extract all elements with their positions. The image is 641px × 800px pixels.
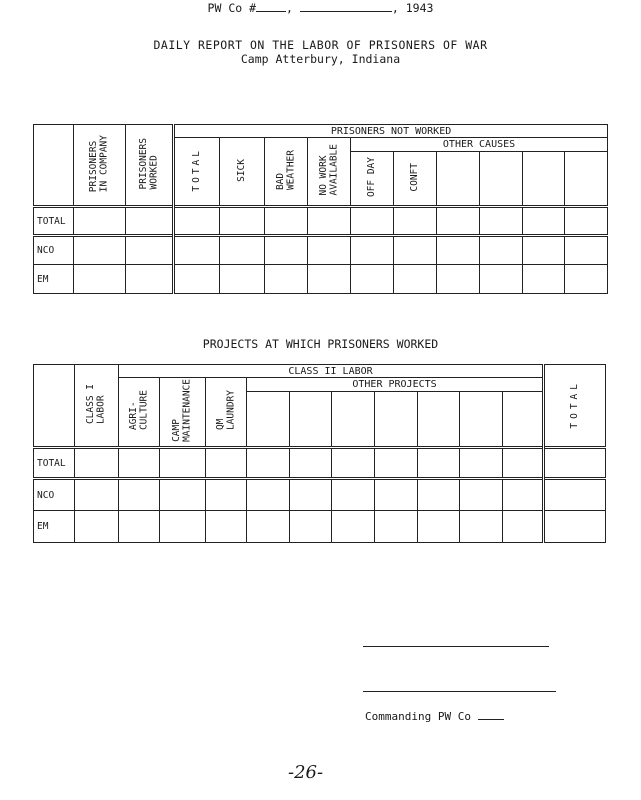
cell[interactable]	[503, 448, 544, 479]
table-row	[34, 207, 608, 236]
not-worked-header: PRISONERS NOT WORKED	[174, 125, 608, 138]
cell[interactable]	[544, 448, 606, 479]
cell[interactable]	[290, 479, 332, 511]
cell[interactable]	[351, 207, 394, 236]
projects-title: PROJECTS AT WHICH PRISONERS WORKED	[202, 337, 439, 351]
other-projects-header: OTHER PROJECTS	[247, 378, 544, 392]
row-label-nco: NCO	[34, 479, 75, 511]
cell[interactable]	[247, 479, 290, 511]
cell[interactable]	[394, 236, 437, 265]
cell[interactable]	[375, 511, 418, 543]
year-text: , 1943	[391, 1, 434, 15]
cell[interactable]	[480, 236, 523, 265]
cell[interactable]	[247, 448, 290, 479]
row-label-em: EM	[34, 265, 74, 294]
cell[interactable]	[160, 448, 206, 479]
class2-header: CLASS II LABOR	[119, 365, 544, 378]
cell[interactable]	[375, 479, 418, 511]
cell[interactable]	[437, 265, 480, 294]
report-title: DAILY REPORT ON THE LABOR OF PRISONERS OF WAR	[153, 38, 488, 52]
cell[interactable]	[460, 448, 503, 479]
cell[interactable]	[75, 448, 119, 479]
cell[interactable]	[206, 479, 247, 511]
row-label-total: TOTAL	[34, 448, 75, 479]
projects-table	[33, 364, 606, 543]
col-qm: QM LAUNDRY	[206, 378, 247, 448]
cell[interactable]	[332, 448, 375, 479]
col-class1: CLASS I LABOR	[75, 365, 119, 448]
prisoners-table	[33, 124, 608, 294]
signature-line-2[interactable]	[363, 691, 556, 692]
cell[interactable]	[437, 236, 480, 265]
col-no-work: NO WORK AVAILABLE	[308, 138, 351, 207]
company-comma: ,	[286, 1, 293, 15]
cell[interactable]	[503, 511, 544, 543]
col-blank-3	[523, 152, 565, 207]
table-row	[34, 265, 608, 294]
cell[interactable]	[523, 265, 565, 294]
cell[interactable]	[460, 479, 503, 511]
cell[interactable]	[437, 207, 480, 236]
cell[interactable]	[119, 511, 160, 543]
col-blank-4	[375, 392, 418, 448]
company-number-blank[interactable]	[256, 0, 286, 12]
cell[interactable]	[160, 511, 206, 543]
row-label-header	[34, 125, 74, 207]
cell[interactable]	[126, 236, 174, 265]
other-causes-header: OTHER CAUSES	[351, 138, 608, 152]
cell[interactable]	[74, 265, 126, 294]
page-number: -26-	[288, 762, 324, 783]
cell[interactable]	[119, 448, 160, 479]
cell[interactable]	[332, 511, 375, 543]
cell[interactable]	[308, 265, 351, 294]
cell[interactable]	[220, 236, 265, 265]
cell[interactable]	[220, 207, 265, 236]
col-off-day: OFF DAY	[351, 152, 394, 207]
report-subtitle: Camp Atterbury, Indiana	[240, 52, 401, 66]
row-label-header	[34, 365, 75, 448]
cell[interactable]	[480, 207, 523, 236]
cell[interactable]	[418, 448, 460, 479]
col-bad-weather: BAD WEATHER	[265, 138, 308, 207]
cell[interactable]	[74, 207, 126, 236]
col-conft: CONFT	[394, 152, 437, 207]
cell[interactable]	[544, 511, 606, 543]
cell[interactable]	[394, 207, 437, 236]
date-blank[interactable]	[300, 0, 392, 12]
commanding-blank[interactable]	[478, 710, 504, 720]
col-camp: CAMP MAINTENANCE	[160, 378, 206, 448]
cell[interactable]	[480, 265, 523, 294]
col-blank-1	[437, 152, 480, 207]
cell[interactable]	[265, 236, 308, 265]
col-total: TOTAL	[544, 365, 606, 448]
cell[interactable]	[174, 207, 220, 236]
col-blank-2	[480, 152, 523, 207]
cell[interactable]	[75, 511, 119, 543]
cell[interactable]	[265, 207, 308, 236]
cell[interactable]	[220, 265, 265, 294]
cell[interactable]	[247, 511, 290, 543]
row-label-total: TOTAL	[34, 207, 74, 236]
cell[interactable]	[523, 236, 565, 265]
table-row	[34, 511, 606, 543]
cell[interactable]	[332, 479, 375, 511]
col-in-company: PRISONERS IN COMPANY	[74, 125, 126, 207]
cell[interactable]	[544, 479, 606, 511]
col-blank-1	[247, 392, 290, 448]
cell[interactable]	[308, 207, 351, 236]
cell[interactable]	[206, 448, 247, 479]
col-worked: PRISONERS WORKED	[126, 125, 174, 207]
cell[interactable]	[565, 207, 608, 236]
signature-line-1[interactable]	[363, 646, 549, 647]
cell[interactable]	[290, 511, 332, 543]
cell[interactable]	[308, 236, 351, 265]
cell[interactable]	[375, 448, 418, 479]
cell[interactable]	[174, 265, 220, 294]
cell[interactable]	[119, 479, 160, 511]
col-total: TOTAL	[174, 138, 220, 207]
cell[interactable]	[351, 265, 394, 294]
cell[interactable]	[74, 236, 126, 265]
col-blank-7	[503, 392, 544, 448]
col-agri: AGRI- CULTURE	[119, 378, 160, 448]
table-row	[34, 448, 606, 479]
col-blank-2	[290, 392, 332, 448]
row-label-em: EM	[34, 511, 75, 543]
col-blank-5	[418, 392, 460, 448]
cell[interactable]	[351, 236, 394, 265]
table-row	[34, 479, 606, 511]
cell[interactable]	[174, 236, 220, 265]
row-label-nco: NCO	[34, 236, 74, 265]
col-blank-4	[565, 152, 608, 207]
cell[interactable]	[394, 265, 437, 294]
cell[interactable]	[565, 265, 608, 294]
cell[interactable]	[160, 479, 206, 511]
col-sick: SICK	[220, 138, 265, 207]
cell[interactable]	[290, 448, 332, 479]
cell[interactable]	[126, 207, 174, 236]
company-prefix: PW Co #	[207, 1, 257, 15]
commanding-label: Commanding PW Co	[365, 710, 504, 723]
cell[interactable]	[75, 479, 119, 511]
company-line	[0, 0, 641, 15]
cell[interactable]	[460, 511, 503, 543]
table-row	[34, 236, 608, 265]
cell[interactable]	[418, 479, 460, 511]
col-blank-3	[332, 392, 375, 448]
cell[interactable]	[418, 511, 460, 543]
cell[interactable]	[565, 236, 608, 265]
col-blank-6	[460, 392, 503, 448]
cell[interactable]	[206, 511, 247, 543]
cell[interactable]	[126, 265, 174, 294]
cell[interactable]	[523, 207, 565, 236]
cell[interactable]	[503, 479, 544, 511]
cell[interactable]	[265, 265, 308, 294]
